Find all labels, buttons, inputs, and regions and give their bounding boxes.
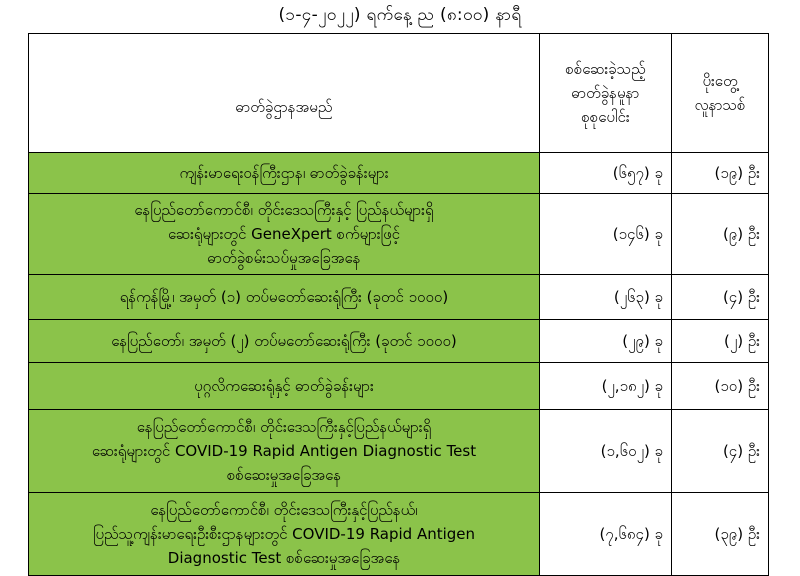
location-line: ဆေးရုံများတွင် GeneXpert စက်များဖြင့် <box>168 225 400 243</box>
positive-cell: (၉) ဦး <box>672 194 769 275</box>
location-line: နေပြည်တော်ကောင်စီ၊ တိုင်းဒေသကြီးနှင့်ပြည်နယ်၊ <box>150 501 418 519</box>
location-cell <box>29 493 540 576</box>
table-row <box>29 320 769 363</box>
location-line: ဓာတ်ခွဲစမ်းသပ်မှုအခြေအနေ <box>207 249 361 267</box>
tested-cell: (၂,၁၈၂) ခု <box>540 363 672 410</box>
location-line: စစ်ဆေးမှုအခြေအနေ <box>226 466 342 484</box>
location-cell <box>29 275 540 320</box>
header-tested-line: စုစုပေါင်း <box>581 108 630 126</box>
header-location: ဓာတ်ခွဲဌာနအမည် <box>29 34 540 153</box>
lab-test-table <box>28 33 769 576</box>
location-line: ပုဂ္ဂလိကဆေးရုံနှင့် ဓာတ်ခွဲခန်းများ <box>194 377 374 395</box>
header-tested-line: စစ်ဆေးခဲ့သည့် <box>565 60 646 78</box>
location-line: နေပြည်တော်ကောင်စီ၊ တိုင်းဒေသကြီးနှင့်ပြည်နယ်များရှိ <box>136 418 432 436</box>
location-line: ရန်ကုန်မြို့၊ အမှတ် (၁) တပ်မတော်ဆေးရုံကြီး (ခုတင် ၁၀၀၀) <box>119 288 449 306</box>
header-tested-line: ဓာတ်ခွဲနမူနာ <box>571 84 640 102</box>
report-title: (၁-၄-၂၀၂၂) ရက်နေ့ ည (၈:၀၀) နာရီ <box>278 5 522 25</box>
tested-cell: (၁,၆၀၂) ခု <box>540 410 672 493</box>
table-row <box>29 194 769 275</box>
positive-cell: (၁၀) ဦး <box>672 363 769 410</box>
location-line: နေပြည်တော်ကောင်စီ၊ တိုင်းဒေသကြီးနှင့် ပြည်နယ်များရှိ <box>134 201 434 219</box>
table-row <box>29 363 769 410</box>
header-positive-line: ပိုးတွေ့ <box>702 72 738 90</box>
table-header-row <box>29 34 769 153</box>
header-tested <box>540 34 672 153</box>
table-row <box>29 275 769 320</box>
location-line: ကျန်းမာရေးဝန်ကြီးဌာန၊ ဓာတ်ခွဲခန်းများ <box>179 164 389 182</box>
location-line: ဆေးရုံများတွင် COVID-19 Rapid Antigen Diagnostic Test <box>91 442 477 460</box>
table-row <box>29 493 769 576</box>
header-positive-line: လူနာသစ် <box>694 96 746 114</box>
location-line: နေပြည်တော်၊ အမှတ် (၂) တပ်မတော်ဆေးရုံကြီး (ခုတင် ၁၀၀၀) <box>111 332 457 350</box>
tested-cell: (၁၄၆) ခု <box>540 194 672 275</box>
tested-cell: (၇,၆၈၄) ခု <box>540 493 672 576</box>
location-cell <box>29 320 540 363</box>
positive-cell: (၃၉) ဦး <box>672 493 769 576</box>
positive-cell: (၄) ဦး <box>672 410 769 493</box>
location-cell <box>29 153 540 194</box>
positive-cell: (၄) ဦး <box>672 275 769 320</box>
header-positive <box>672 34 769 153</box>
positive-cell: (၂) ဦး <box>672 320 769 363</box>
location-cell <box>29 194 540 275</box>
table-row <box>29 410 769 493</box>
tested-cell: (၂၉) ခု <box>540 320 672 363</box>
tested-cell: (၆၅၇) ခု <box>540 153 672 194</box>
location-cell <box>29 410 540 493</box>
location-line: ပြည်သူ့ကျန်းမာရေးဦးစီးဌာနများတွင် COVID-19 Rapid Antigen <box>92 525 476 543</box>
table-row <box>29 153 769 194</box>
location-cell <box>29 363 540 410</box>
location-line: Diagnostic Test စစ်ဆေးမှုအခြေအနေ <box>167 549 401 567</box>
positive-cell: (၁၉) ဦး <box>672 153 769 194</box>
tested-cell: (၂၆၃) ခု <box>540 275 672 320</box>
